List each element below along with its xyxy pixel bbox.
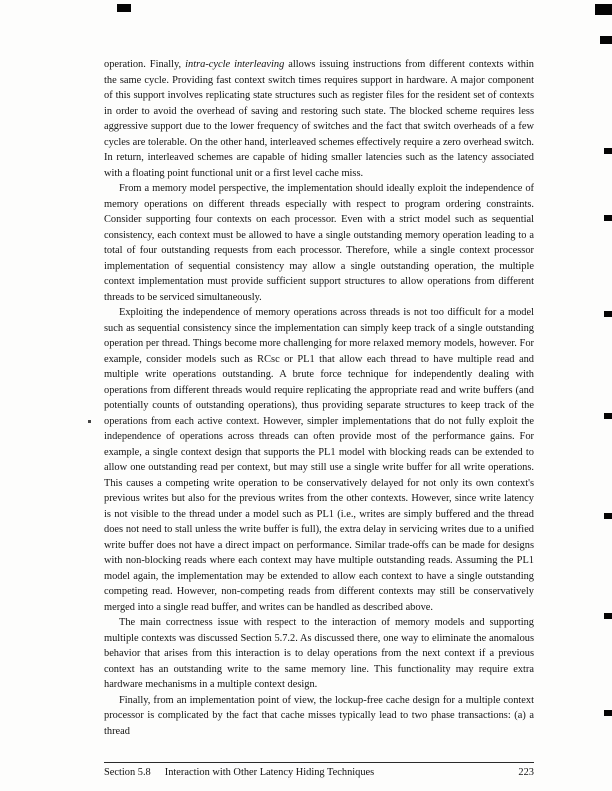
scan-artifact-right-1 (600, 36, 612, 44)
paragraph-3: Exploiting the independence of memory operations across threads is not too difficult for a model such as sequential consistency since the implementation can simply keep track of a single outstanding operation per thread. Things become more challenging for more relaxed memory models, however. For example, consider models such as RCsc or PL1 that allow each thread to have multiple read and multiple write operations outstanding. A brute force technique for independently dealing with operations from different threads would require replicating the appropriate read and write buffers (and potentially counts of outstanding operations), thus providing separate structures to keep track of the operations from each active context. However, simpler implementations that do not fully exploit the independence of operations across threads can often provide most of the performance gains. For example, a single context design that supports the PL1 model with blocking reads can be extended to allow one outstanding read per context, but may still use a single write buffer for all write operations. This causes a competing write operation to be conservatively delayed for not only its own context's previous writes but also for the previous writes from the other contexts. However, since write latency is not visible to the thread under a model such as PL1 (i.e., writes are simply buffered and the thread does not need to stall unless the write buffer is full), the extra delay in servicing writes due to a unified write buffer does not have a direct impact on performance. Similar trade-offs can be made for designs with non-blocking reads where each context may have multiple outstanding reads. Assuming the PL1 model again, the implementation may be extended to allow each context to have a single outstanding competing read. However, non-competing reads from different contexts may still be conservatively merged into a single read buffer, and writes can be handled as described above. (104, 307, 534, 613)
footer-page-number: 223 (518, 767, 534, 778)
scan-artifact-right-4 (604, 311, 612, 317)
scan-artifact-right-6 (604, 513, 612, 519)
scan-artifact-right-5 (604, 413, 612, 419)
paragraph-2: From a memory model perspective, the implementation should ideally exploit the independence of memory operations on different threads especially with respect to program ordering constraints. Consider supporting four contexts on each processor. Even with a strict model such as sequential consistency, each context must be allowed to have a single outstanding memory operation leading to a total of four outstanding requests from each processor. Therefore, while a single context processor implementation of sequential consistency may allow a single outstanding operation, the multiple context implementation must provide sufficient support structures to allow operations from different threads to be serviced simultaneously. (104, 183, 534, 303)
scan-artifact-top-right (595, 4, 612, 15)
scan-artifact-right-8 (604, 710, 612, 716)
scan-artifact-left-dot (88, 420, 91, 423)
scan-artifact-right-3 (604, 215, 612, 221)
page-footer (104, 762, 534, 778)
paragraph-4: The main correctness issue with respect to the interaction of memory models and supporting multiple contexts was discussed Section 5.7.2. As discussed there, one way to eliminate the anomalous behavior that arises from this interaction is to delay operations from the next context if a previous context has an outstanding write to the same memory line. This functionality may require extra hardware mechanisms in a multiple context design. (104, 617, 534, 690)
scan-artifact-right-7 (604, 613, 612, 619)
paragraph-5: Finally, from an implementation point of view, the lockup-free cache design for a multiple context processor is complicated by the fact that cache misses typically lead to two phase transactions: (a) a thread (104, 694, 534, 737)
footer-section-title: Interaction with Other Latency Hiding Techniques (164, 767, 375, 778)
paragraph-1 (104, 57, 534, 181)
paragraph-1-text: operation. Finally, (104, 59, 186, 70)
paragraph-1-text-cont: allows issuing instructions from different contexts within the same cycle. Providing fast context switch times requires support in hardware. A major component of this support involves replicating state structures such as register files for the resident set of contexts in order to avoid the overhead of saving and restoring such state. The blocked scheme requires less aggressive support due to the lower frequency of switches and the fact that switch overheads of a few cycles are tolerable. On the other hand, interleaved schemes effectively require a zero overhead switch. In return, interleaved schemes are capable of hiding smaller latencies such as the latency associated with a floating point functional unit or a first level cache miss. (104, 59, 534, 179)
footer-section-number: Section 5.8 (104, 767, 151, 778)
scan-artifact-right-2 (604, 148, 612, 154)
page-body-text (104, 57, 534, 739)
paragraph-1-italic-term: intra-cycle interleaving (185, 59, 285, 70)
scan-artifact-top-left (117, 4, 131, 12)
